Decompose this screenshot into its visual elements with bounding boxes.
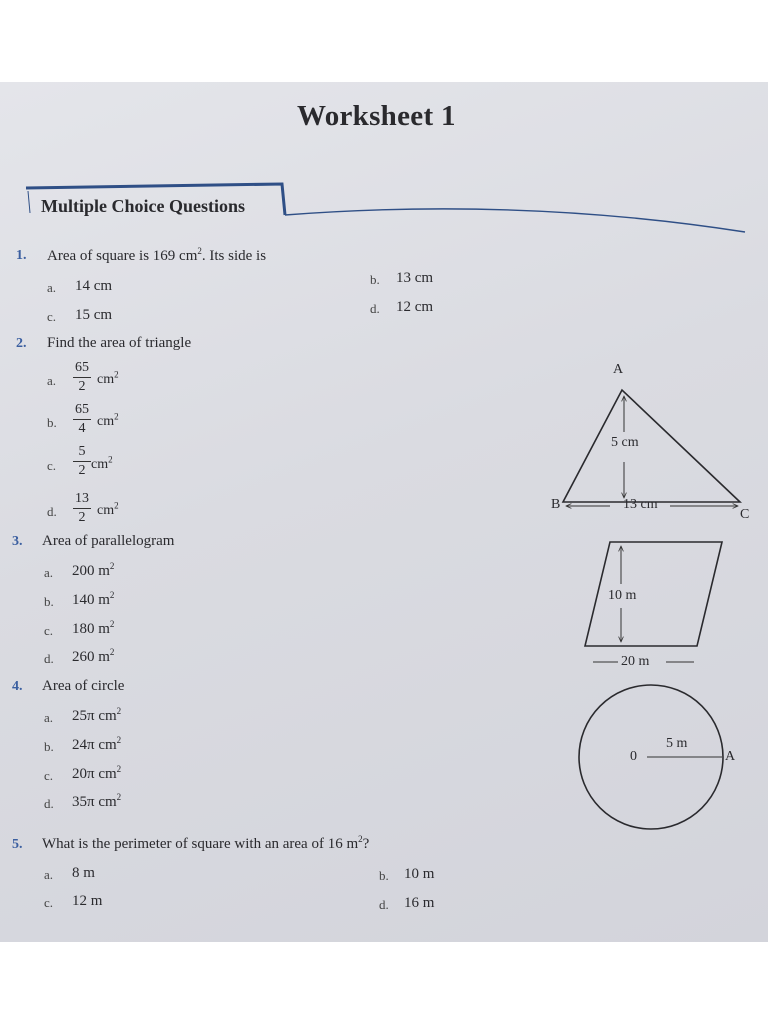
option-letter: d. (370, 301, 380, 316)
option-letter: d. (44, 651, 54, 666)
parallelogram-height-label: 10 m (608, 588, 637, 603)
triangle-height-label: 5 cm (611, 435, 639, 450)
option-letter: c. (44, 768, 54, 783)
option-letter: b. (370, 272, 380, 287)
vertex-label-b: B (551, 497, 561, 512)
question-text: What is the perimeter of square with an area of 16 $m^2$? (42, 834, 370, 852)
question-number: 3. (12, 534, 23, 549)
option-text: 16 m (404, 895, 435, 911)
option-letter: c. (44, 895, 54, 910)
option-unit: $cm^2$ (91, 454, 113, 472)
option-letter: b. (44, 739, 54, 754)
fraction: 65 4 (75, 402, 89, 436)
worksheet-page (0, 82, 768, 942)
question-text: Area of square is 169 $cm^2$. Its side is (47, 246, 267, 264)
option-letter: c. (47, 458, 57, 473)
option-letter: a. (47, 373, 57, 388)
option-text: 260 $m^2$ (72, 647, 115, 665)
option-letter: b. (44, 594, 54, 609)
parallelogram-base-label: 20 m (621, 654, 650, 669)
option-unit: $cm^2$ (97, 369, 119, 387)
option-text: 15 cm (75, 307, 113, 323)
option-letter: a. (44, 710, 54, 725)
option-letter: a. (44, 867, 54, 882)
question-text: Area of parallelogram (42, 533, 175, 549)
option-unit: $cm^2$ (97, 411, 119, 429)
option-text: 12 cm (396, 299, 434, 315)
circle-figure (565, 682, 725, 832)
section-title: Multiple Choice Questions (41, 196, 246, 216)
option-letter: a. (47, 280, 57, 295)
circle-point-label: A (725, 749, 736, 764)
question-number: 5. (12, 837, 23, 852)
option-text: 25π $cm^2$ (72, 706, 122, 724)
option-text: 10 m (404, 866, 435, 882)
option-letter: b. (379, 868, 389, 883)
option-letter: c. (44, 623, 54, 638)
page-title: Worksheet 1 (297, 100, 456, 132)
option-text: 24π $cm^2$ (72, 735, 122, 753)
question-text: Find the area of triangle (47, 335, 192, 351)
vertex-label-c: C (740, 507, 750, 522)
fraction: 5 2 (73, 444, 91, 479)
option-text: 8 m (72, 865, 95, 881)
option-text: 140 $m^2$ (72, 590, 115, 608)
question-number: 4. (12, 679, 23, 694)
circle-center-label: 0 (630, 749, 637, 764)
option-letter: d. (44, 796, 54, 811)
option-letter: d. (47, 504, 57, 519)
option-unit: $cm^2$ (97, 500, 119, 518)
option-text: 180 $m^2$ (72, 619, 115, 637)
option-text: 20π $cm^2$ (72, 764, 122, 782)
parallelogram-figure (580, 532, 730, 672)
triangle-base-label: 13 cm (623, 497, 658, 512)
option-text: 35π $cm^2$ (72, 792, 122, 810)
option-letter: b. (47, 415, 57, 430)
question-number: 1. (16, 248, 27, 263)
option-text: 14 cm (75, 278, 113, 294)
option-letter: a. (44, 565, 54, 580)
question-text: Area of circle (42, 678, 125, 694)
fraction: 13 2 (75, 491, 89, 525)
vertex-label-a: A (613, 362, 624, 377)
circle-radius-label: 5 m (666, 736, 688, 751)
option-text: 12 m (72, 893, 103, 909)
option-text: 13 cm (396, 270, 434, 286)
option-text: 200 $m^2$ (72, 561, 115, 579)
option-letter: d. (379, 897, 389, 912)
question-number: 2. (16, 336, 27, 351)
option-letter: c. (47, 309, 57, 324)
fraction: 65 2 (75, 360, 89, 394)
